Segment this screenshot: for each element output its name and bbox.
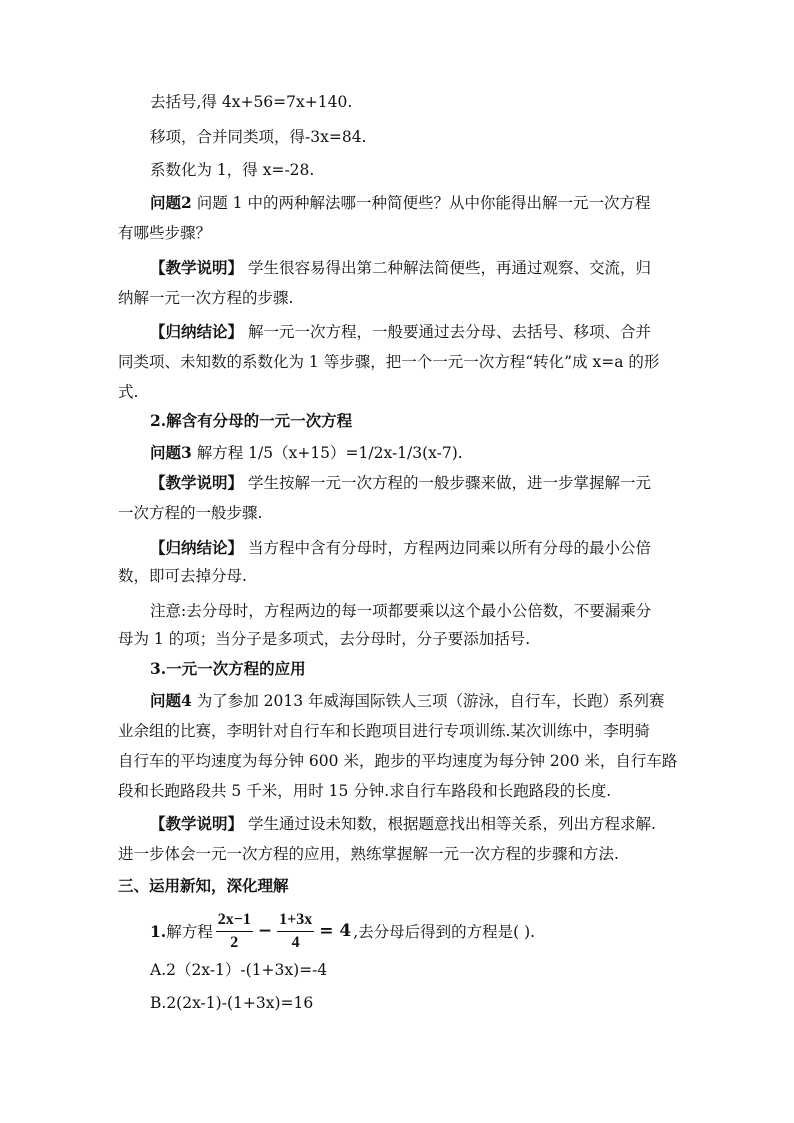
exercise-1-text: 解方程	[166, 923, 213, 941]
teaching-note-3-line-2: 进一步体会一元一次方程的应用，熟练掌握解一元一次方程的步骤和方法.	[118, 845, 619, 863]
question-2-label: 问题2	[150, 193, 192, 212]
fraction-1	[216, 911, 253, 952]
conclusion-1-line-2: 同类项、未知数的系数化为 1 等步骤，把一个一元一次方程“转化”成 x=a 的形	[118, 353, 660, 371]
conclusion-1-line-3: 式.	[118, 383, 139, 401]
question-4-text: 为了参加 2013 年威海国际铁人三项（游泳，自行车，长跑）系列赛	[191, 692, 665, 710]
section-3-heading: 3.一元一次方程的应用	[150, 659, 306, 678]
teaching-note-1-line-2: 纳解一元一次方程的步骤.	[118, 289, 294, 307]
exercise-1-suffix: ,去分母后得到的方程是( ).	[353, 923, 536, 941]
exercise-1-number: 1.	[150, 921, 167, 941]
conclusion-2-line-2: 数，即可去掉分母.	[118, 567, 247, 585]
question-2-text: 问题 1 中的两种解法哪一种简便些？从中你能得出解一元一次方程	[191, 194, 651, 212]
question-3-line	[150, 443, 463, 463]
exercise-1	[150, 905, 535, 957]
question-2-line-2: 有哪些步骤？	[118, 224, 212, 242]
conclusion-label: 【归纳结论】	[150, 322, 244, 341]
question-4-line-4: 段和长跑路段共 5 千米，用时 15 分钟.求自行车路段和长跑路段的长度.	[118, 782, 612, 800]
fraction-2	[277, 911, 314, 952]
teaching-note-label: 【教学说明】	[150, 258, 244, 277]
teaching-note-1-line-1	[150, 258, 651, 278]
question-4-line-1	[150, 691, 665, 711]
conclusion-1-line-1	[150, 322, 651, 342]
minus-sign: −	[257, 921, 273, 941]
option-b: B.2(2x-1)-(1+3x)=16	[150, 994, 314, 1012]
note-line-2: 母为 1 的项；当分子是多项式，去分母时，分子要添加括号.	[118, 630, 531, 648]
conclusion-text: 解一元一次方程，一般要通过去分母、去括号、移项、合并	[243, 323, 651, 341]
teaching-note-text: 学生很容易得出第二种解法简便些，再通过观察、交流，归	[243, 259, 651, 277]
question-3-label: 问题3	[150, 443, 192, 462]
question-4-line-3: 自行车的平均速度为每分钟 600 米，跑步的平均速度为每分钟 200 米，自行车路	[118, 752, 678, 770]
step-coefficient: 系数化为 1，得 x=-28.	[150, 161, 315, 179]
part-3-heading: 三、运用新知，深化理解	[118, 876, 289, 895]
question-4-line-2: 业余组的比赛，李明针对自行车和长跑项目进行专项训练.某次训练中，李明骑	[118, 722, 650, 740]
teaching-note-label: 【教学说明】	[150, 814, 244, 833]
teaching-note-2-line-1	[150, 473, 651, 493]
section-2-heading: 2.解含有分母的一元一次方程	[150, 411, 353, 430]
teaching-note-label: 【教学说明】	[150, 473, 244, 492]
teaching-note-text: 学生通过设未知数，根据题意找出相等关系，列出方程求解.	[243, 815, 656, 833]
note-line-1: 注意:去分母时，方程两边的每一项都要乘以这个最小公倍数，不要漏乘分	[150, 602, 652, 620]
teaching-note-3-line-1	[150, 814, 656, 834]
question-3-text: 解方程 1/5（x+15）=1/2x-1/3(x-7).	[191, 444, 463, 462]
fraction-1-denominator: 2	[230, 933, 239, 951]
step-transpose: 移项，合并同类项，得-3x=84.	[150, 128, 367, 146]
step-remove-parentheses: 去括号,得 4x+56=7x+140.	[150, 93, 353, 111]
conclusion-2-line-1	[150, 538, 651, 558]
conclusion-text: 当方程中含有分母时，方程两边同乘以所有分母的最小公倍	[243, 539, 651, 557]
fraction-2-denominator: 4	[291, 933, 300, 951]
question-4-label: 问题4	[150, 691, 192, 710]
conclusion-label: 【归纳结论】	[150, 538, 244, 557]
teaching-note-2-line-2: 一次方程的一般步骤.	[118, 504, 263, 522]
option-a: A.2（2x-1）-(1+3x)=-4	[150, 961, 328, 979]
question-2-line-1	[150, 193, 650, 213]
fraction-1-numerator: 2x−1	[216, 911, 253, 932]
equation-rhs: = 4	[319, 921, 352, 941]
fraction-2-numerator: 1+3x	[277, 911, 314, 932]
teaching-note-text: 学生按解一元一次方程的一般步骤来做，进一步掌握解一元	[243, 474, 651, 492]
